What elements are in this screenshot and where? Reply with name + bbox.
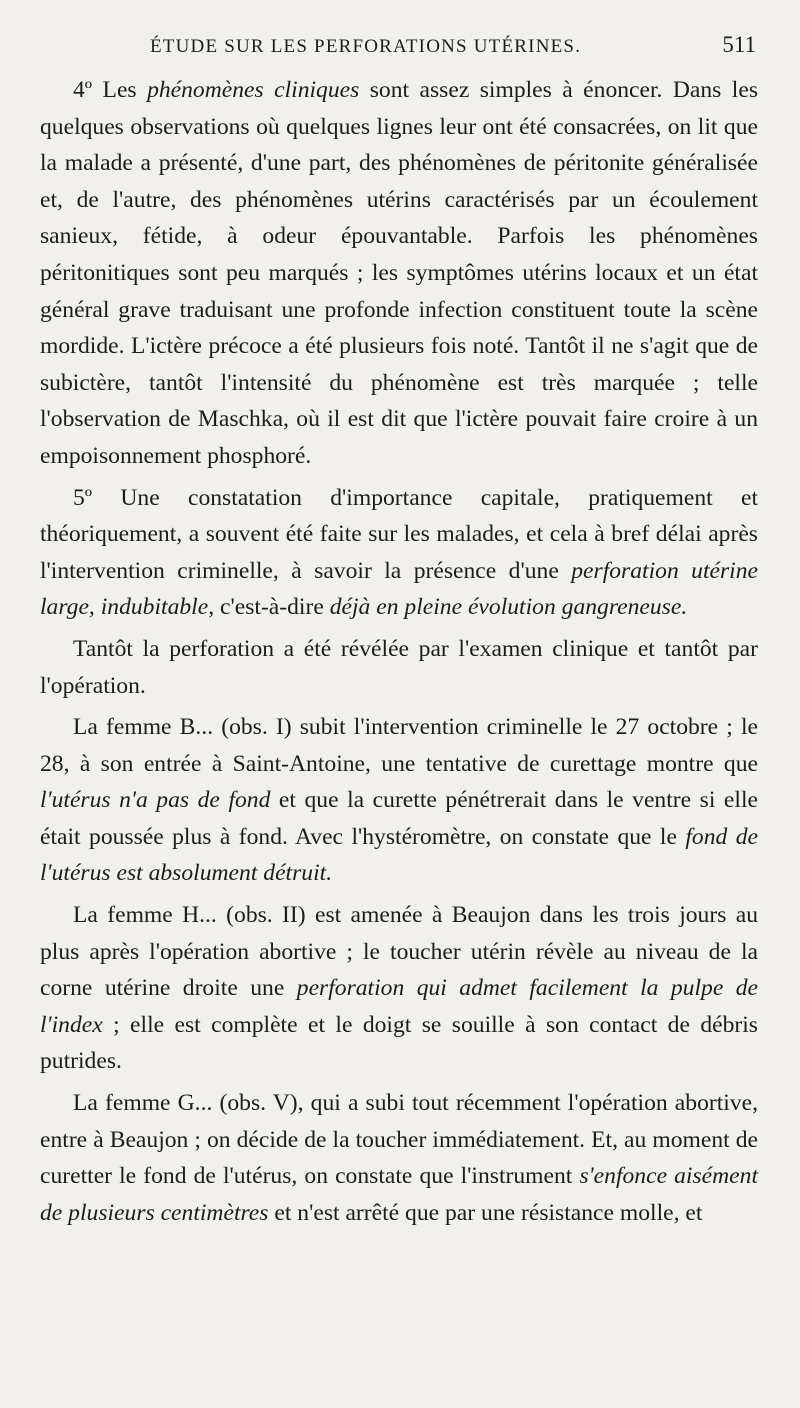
text-run: 4º Les <box>73 77 148 103</box>
running-head <box>40 32 758 72</box>
italic-run: s'enfonce aisément de plusieurs centimètres <box>40 1163 759 1226</box>
paragraph <box>40 897 758 1080</box>
paragraph <box>40 72 758 475</box>
text-run: La femme H... (obs. II) est amenée à Beaujon dans les trois jours au plus après l'opération abortive ; le toucher utérin révèle au niveau de la corne utérine droite une <box>40 902 758 1002</box>
text-run: 5º Une constatation d'importance capitale, pratiquement et théoriquement, a souvent été faite sur les malades, et cela à bref délai après l'intervention criminelle, à savoir la présence d'une <box>40 484 758 584</box>
paragraph <box>40 1085 758 1231</box>
text-run: et n'est arrêté que par une résistance molle, et <box>268 1199 703 1226</box>
text-run: c'est-à-dire <box>214 594 330 621</box>
text-run: La femme G... (obs. V), qui a subi tout récemment l'opération abortive, entre à Beaujon ; on décide de la toucher immédiatement. Et, au moment de curetter le fond de l'utérus, on constate que l'instrument <box>40 1090 758 1190</box>
italic-run: l'utérus n'a pas de fond <box>40 787 271 814</box>
body-text <box>40 72 758 1231</box>
paragraph <box>40 709 758 892</box>
text-run: Tantôt la perforation a été révélée par l'examen clinique et tantôt par l'opération. <box>40 635 758 699</box>
paragraph <box>40 631 758 704</box>
italic-run: perforation qui admet facilement la pulpe de l'index <box>40 975 759 1038</box>
paragraph <box>40 480 758 626</box>
page-number: 511 <box>722 32 756 57</box>
italic-run: perforation utérine large, indubitable, <box>40 557 759 621</box>
text-run: La femme B... (obs. I) subit l'intervention criminelle le 27 octobre ; le 28, à son entrée à Saint-Antoine, une tentative de curettage montre que <box>40 714 758 777</box>
italic-run: déjà en pleine évolution gangreneuse. <box>329 594 688 621</box>
running-title: ÉTUDE SUR LES PERFORATIONS UTÉRINES. <box>150 36 582 57</box>
text-run: sont assez simples à énoncer. Dans les quelques observations où quelques lignes leur ont été consacrées, on lit que la malade a présenté, d'une part, des phénomènes de péritonite généralisée et, de l'autre, des phénomènes utérins caractérisés par un écoulement sanieux, fétide, à odeur épouvantable. Parfois les phénomènes péritonitiques sont peu marqués ; les symptômes utérins locaux et un état général grave traduisant une profonde infection constituent toute la scène mordide. L'ictère précoce a été plusieurs fois noté. Tantôt il ne s'agit que de subictère, tantôt l'intensité du phénomène est très marquée ; telle l'observation de Maschka, où il est dit que l'ictère pouvait faire croire à un empoisonnement phosphoré. <box>40 77 758 469</box>
text-run: ; elle est complète et le doigt se souille à son contact de débris putrides. <box>40 1011 758 1075</box>
text-run: et que la curette pénétrerait dans le ventre si elle était poussée plus à fond. Avec l'hystéromètre, on constate que le <box>40 787 758 850</box>
italic-run: phénomènes cliniques <box>147 77 360 103</box>
italic-run: fond de l'utérus est absolument détruit. <box>40 823 758 887</box>
